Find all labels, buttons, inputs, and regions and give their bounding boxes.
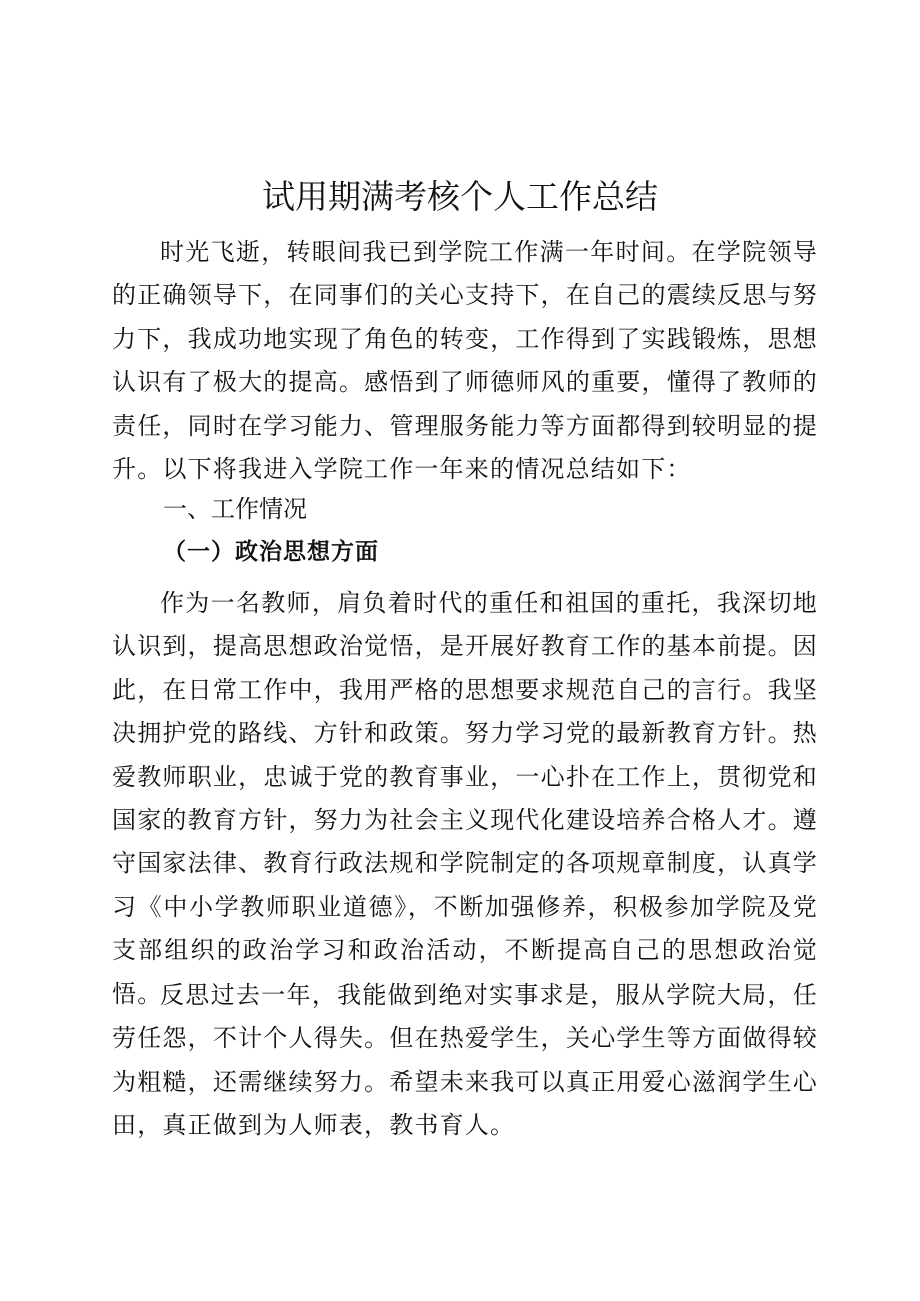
document-title: 试用期满考核个人工作总结	[262, 177, 658, 216]
political-paragraph: 作为一名教师，肩负着时代的重任和祖国的重托，我深切地认识到，提高思想政治觉悟，是开展好教育工作的基本前提。因此，在日常工作中，我用严格的思想要求规范自己的言行。我坚决拥护党的路线、方针和政策。努力学习党的最新教育方针。热爱教师职业，忠诚于党的教育事业，一心扑在工作上，贯彻党和国家的教育方针，努力为社会主义现代化建设培养合格人才。遵守国家法律、教育行政法规和学院制定的各项规章制度，认真学习《中小学教师职业道德》，不断加强修养，积极参加学院及党支部组织的政治学习和政治活动，不断提高自己的思想政治觉悟。	[112, 589, 818, 1008]
reflection-paragraph: 反思过去一年，我能做到绝对实事求是，服从学院大局，任劳任怨，不计个人得失。但在热爱学生，关心学生等方面做得较为粗糙，还需继续努力。希望未来我可以真正用爱心滋润学生心田，真正做到为人师表，教书育人。	[112, 981, 818, 1140]
section-heading: 一、工作情况	[163, 495, 307, 523]
subsection-heading: （一）政治思想方面	[163, 538, 379, 565]
intro-paragraph: 时光飞逝，转眼间我已到学院工作满一年时间。在学院领导的正确领导下，在同事们的关心支持下，在自己的震续反思与努力下，我成功地实现了角色的转变，工作得到了实践锻炼，思想认识有了极大的提高。感悟到了师德师风的重要，懂得了教师的责任，同时在学习能力、管理服务能力等方面都得到较明显的提升。以下将我进入学院工作一年来的情况总结如下：	[112, 238, 818, 484]
